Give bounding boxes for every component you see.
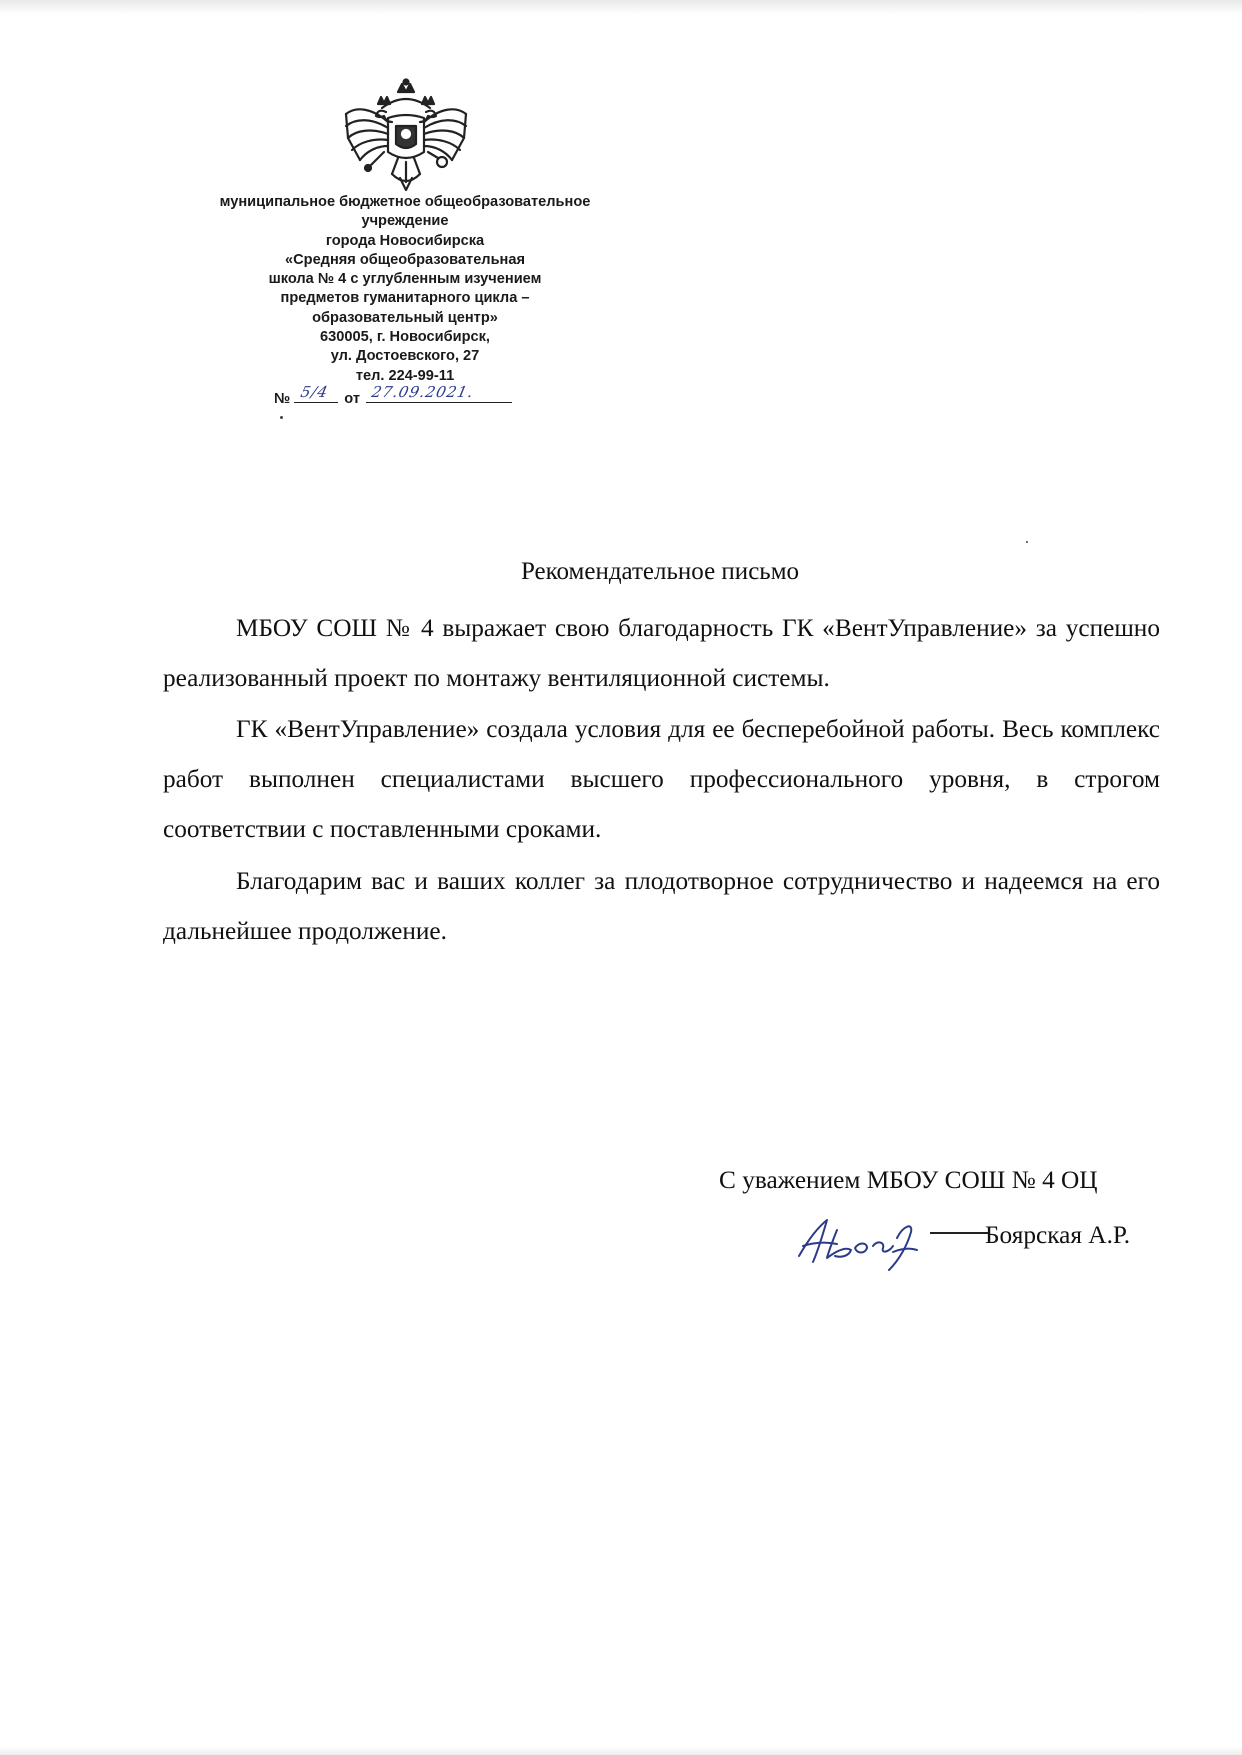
- scan-bottom-shadow: [0, 1747, 1242, 1755]
- reg-date-label: от: [344, 391, 360, 407]
- letterhead-line: «Средняя общеобразовательная: [285, 251, 525, 268]
- reg-date-handwritten: 27.09.2021.: [370, 383, 476, 401]
- reg-number-handwritten: 5/4: [299, 383, 331, 401]
- paragraph-text: ГК «ВентУправление» создала условия для ее бесперебойной работы. Весь комплекс работ выполнен специалистами высшего профессионального уровня, в строгом соответствии с поставленными сроками.: [163, 715, 1160, 843]
- body-paragraph: [163, 856, 1160, 956]
- letterhead-line: тел. 224-99-11: [355, 367, 455, 384]
- letterhead-line: предметов гуманитарного цикла –: [280, 290, 530, 307]
- paragraph-text: Благодарим вас и ваших коллег за плодотворное сотрудничество и надеемся на его дальнейшее продолжение.: [163, 867, 1160, 945]
- paragraph-text: МБОУ СОШ № 4 выражает свою благодарность ГК «ВентУправление» за успешно реализованный проект по монтажу вентиляционной системы.: [163, 614, 1160, 692]
- letterhead-line: образовательный центр»: [312, 309, 498, 326]
- letterhead-line: ул. Достоевского, 27: [330, 348, 480, 365]
- letterhead-line: учреждение: [361, 213, 449, 230]
- reg-number-field: [294, 383, 338, 403]
- letterhead-line: города Новосибирска: [325, 232, 485, 249]
- signer-name: Боярская А.Р.: [985, 1221, 1131, 1249]
- scan-top-shadow: [0, 0, 1242, 14]
- closing-regards: С уважением МБОУ СОШ № 4 ОЦ: [719, 1166, 1098, 1194]
- letterhead-line: муниципальное бюджетное общеобразовательное: [219, 194, 591, 210]
- scan-speck: [280, 416, 283, 419]
- letterhead-line: школа № 4 с углубленным изучением: [268, 271, 542, 288]
- handwritten-signature-icon: [793, 1212, 963, 1274]
- body-paragraph: [163, 704, 1160, 854]
- reg-date-field: [366, 383, 512, 403]
- registration-line: [274, 383, 512, 407]
- letterhead-block: [150, 193, 660, 386]
- letterhead-line: 630005, г. Новосибирск,: [320, 329, 490, 346]
- document-title: Рекомендательное письмо: [520, 558, 800, 585]
- reg-number-label: №: [274, 391, 291, 407]
- scan-speck: [1026, 541, 1028, 543]
- signature-dash: [930, 1232, 990, 1234]
- coat-of-arms-icon: [342, 78, 470, 192]
- body-paragraph: [163, 603, 1160, 703]
